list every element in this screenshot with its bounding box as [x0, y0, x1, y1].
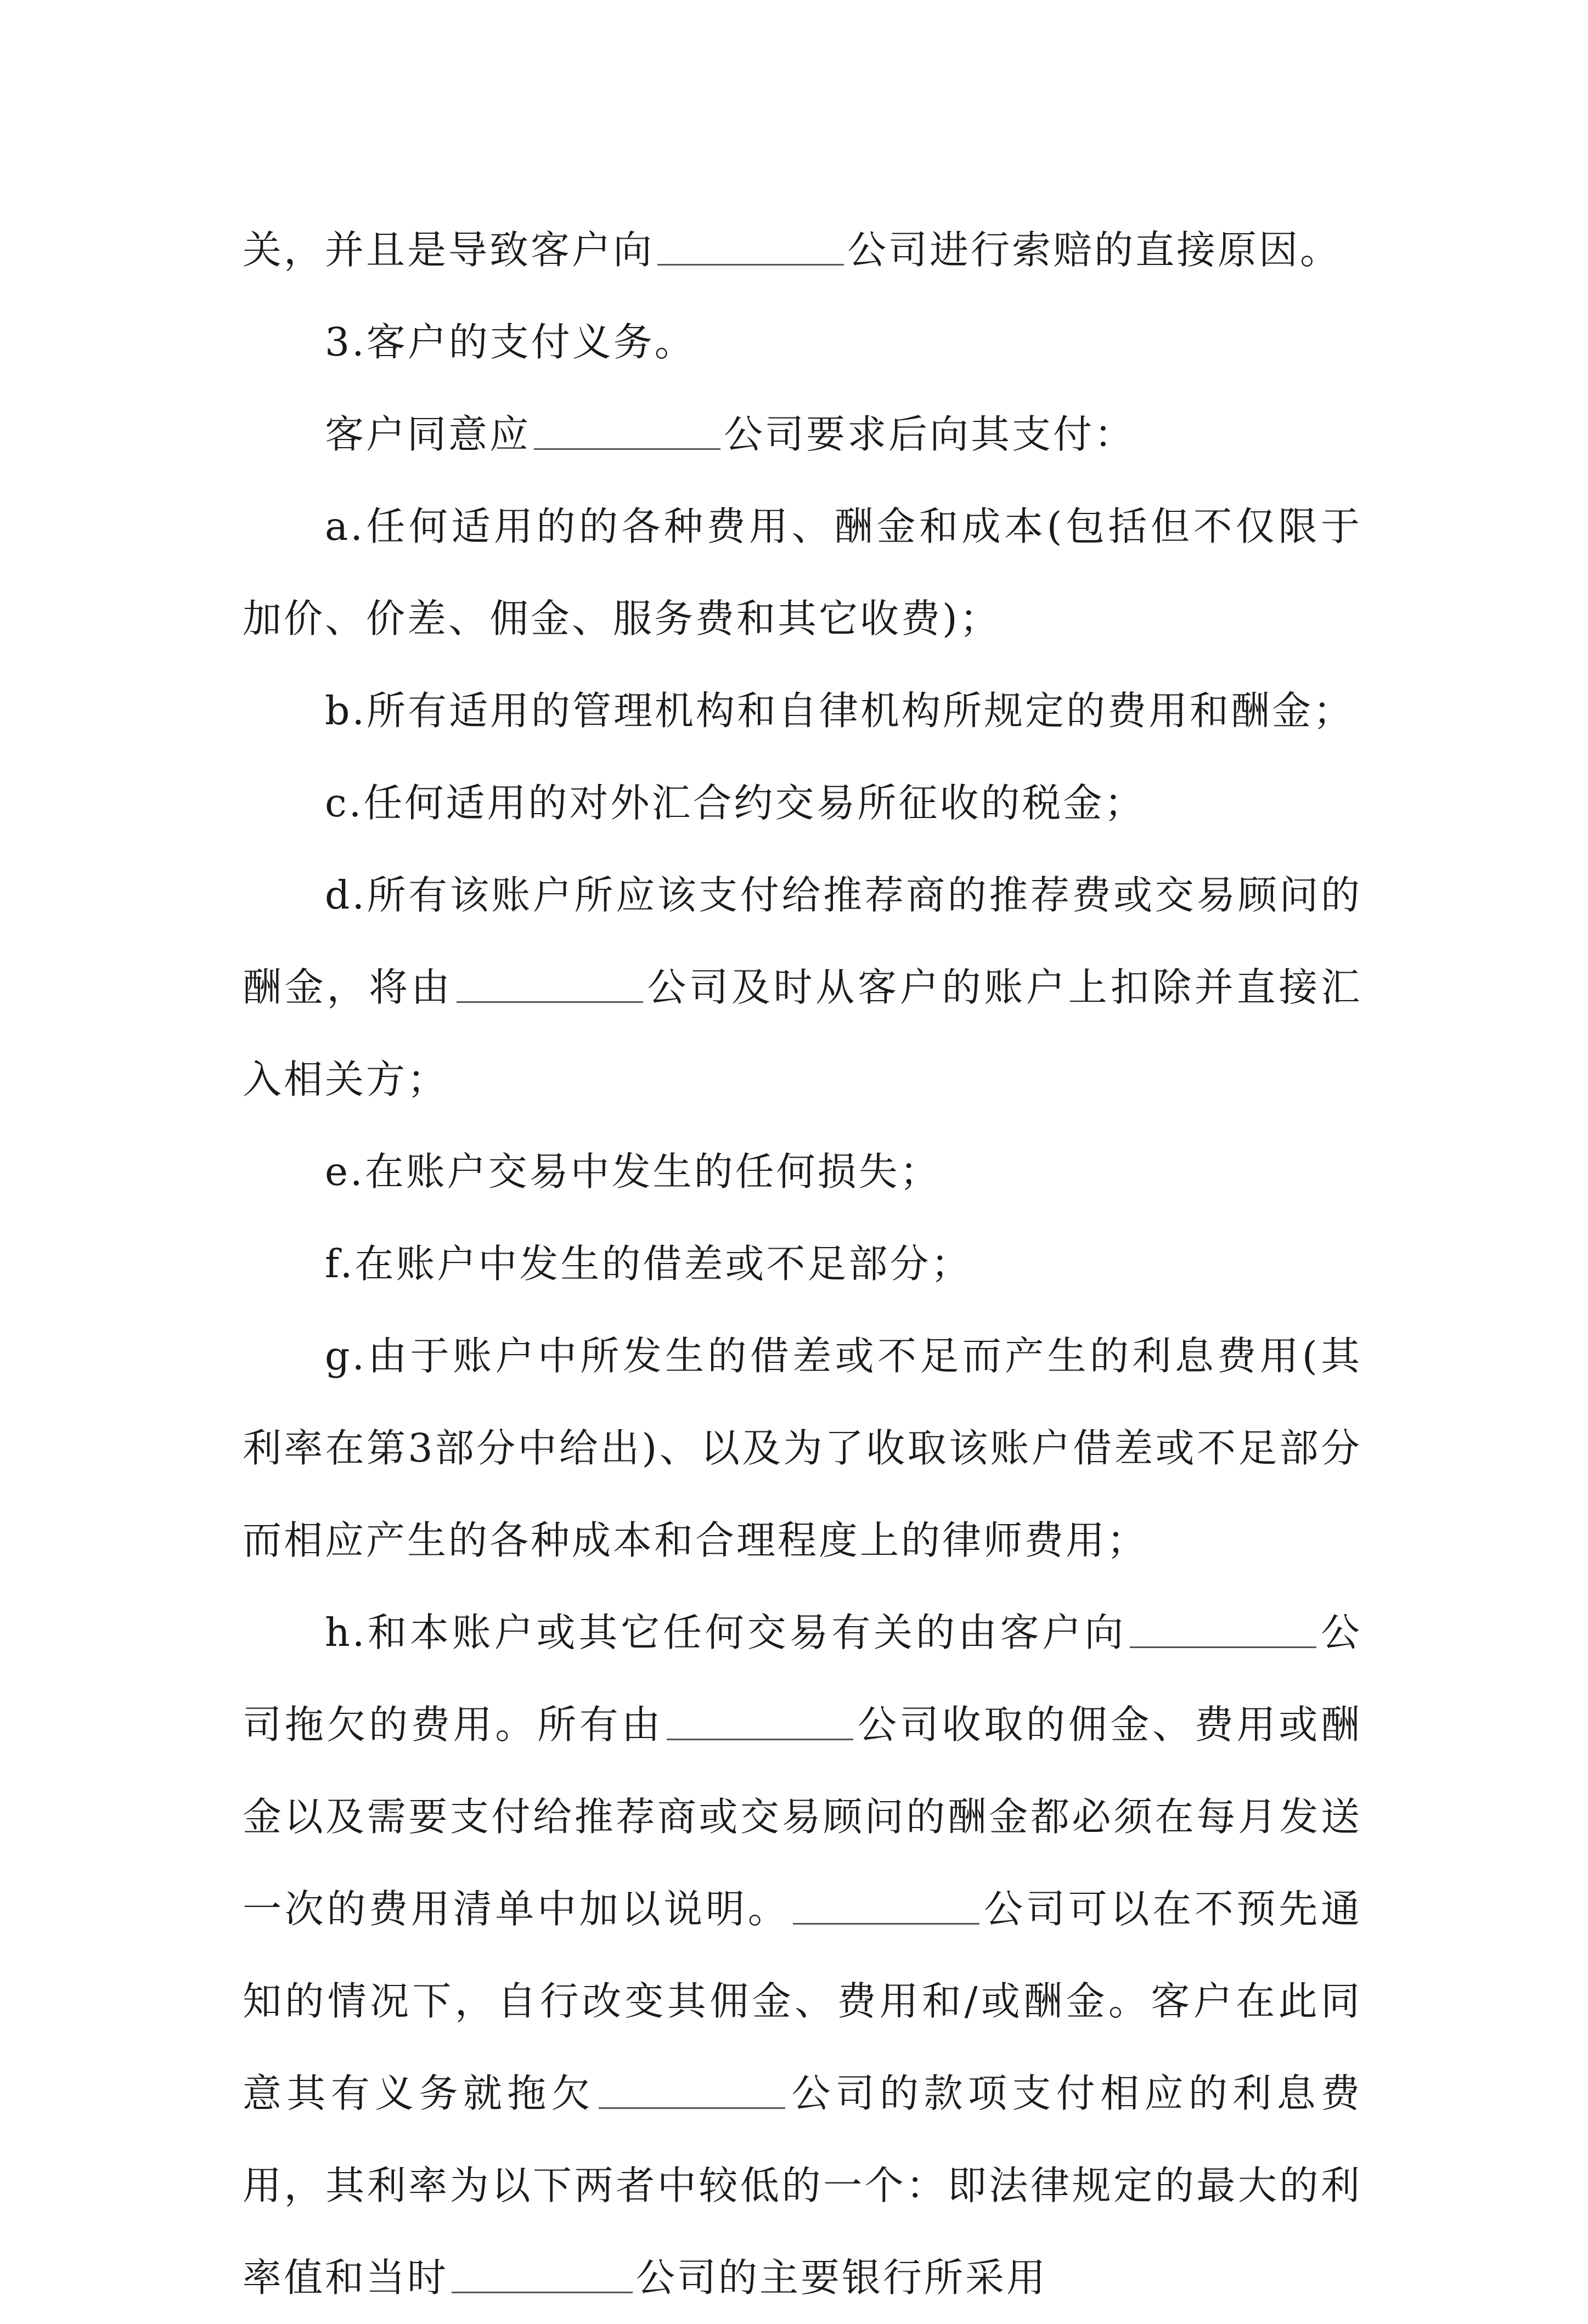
fill-in-blank — [452, 2257, 633, 2293]
fill-in-blank — [1130, 1611, 1316, 1648]
text-run: 公司及时从客户的账户上扣除并直接汇入相关方； — [243, 964, 1362, 1102]
text-run: 公司可以在不预先通知的情况下，自行改变其佣金、费用和/或酬金。客户在此同意其有义务就拖欠 — [243, 1886, 1362, 2116]
text-run: 公司收取的佣金、费用或酬金以及需要支付给推荐商或交易顾问的酬金都必须在每月发送一次的费用清单中加以说明。 — [243, 1702, 1362, 1932]
list-item-c: c.任何适用的对外汇合约交易所征收的税金； — [325, 780, 1146, 826]
text-run: h.和本账户或其它任何交易有关的由客户向 — [325, 1610, 1127, 1655]
list-item-a: a.任何适用的的各种费用、酬金和成本(包括但不仅限于加价、价差、佣金、服务费和其它收费)； — [243, 504, 1362, 641]
list-item-g: g.由于账户中所发生的借差或不足而产生的利息费用(其利率在第3部分中给出)、以及为了收取该账户借差或不足部分而相应产生的各种成本和合理程度上的律师费用； — [243, 1333, 1362, 1563]
list-item-f: f.在账户中发生的借差或不足部分； — [325, 1241, 972, 1287]
list-item-e: e.在账户交易中发生的任何损失； — [325, 1149, 941, 1194]
fill-in-blank — [457, 966, 643, 1003]
text-run: 客户同意应 — [325, 411, 531, 457]
list-item-h — [243, 1587, 1362, 2324]
paragraph — [243, 388, 1362, 481]
text-run: 公司拖欠的费用。所有由 — [243, 1610, 1362, 1747]
fill-in-blank — [534, 413, 720, 450]
fill-in-blank — [667, 1703, 853, 1740]
fill-in-blank — [657, 229, 844, 266]
list-item-d — [243, 849, 1362, 1126]
fill-in-blank — [599, 2072, 785, 2109]
document-body — [243, 204, 1362, 2324]
text-run: 公司的主要银行所采用 — [636, 2255, 1048, 2300]
text-run: 公司要求后向其支付： — [724, 411, 1136, 457]
text-run: 关，并且是导致客户向 — [243, 227, 655, 273]
text-run: 公司进行索赔的直接原因。 — [847, 227, 1342, 273]
section-heading: 3.客户的支付义务。 — [325, 319, 696, 365]
list-item-b: b.所有适用的管理机构和自律机构所规定的费用和酬金； — [325, 688, 1355, 734]
text-run: d.所有该账户所应该支付给推荐商的推荐费或交易顾问的酬金，将由 — [243, 872, 1362, 1010]
fill-in-blank — [793, 1888, 979, 1925]
text-run: 公司的款项支付相应的利息费用，其利率为以下两者中较低的一个：即法律规定的最大的利率值和当时 — [243, 2071, 1362, 2300]
paragraph-continuation — [243, 204, 1362, 296]
